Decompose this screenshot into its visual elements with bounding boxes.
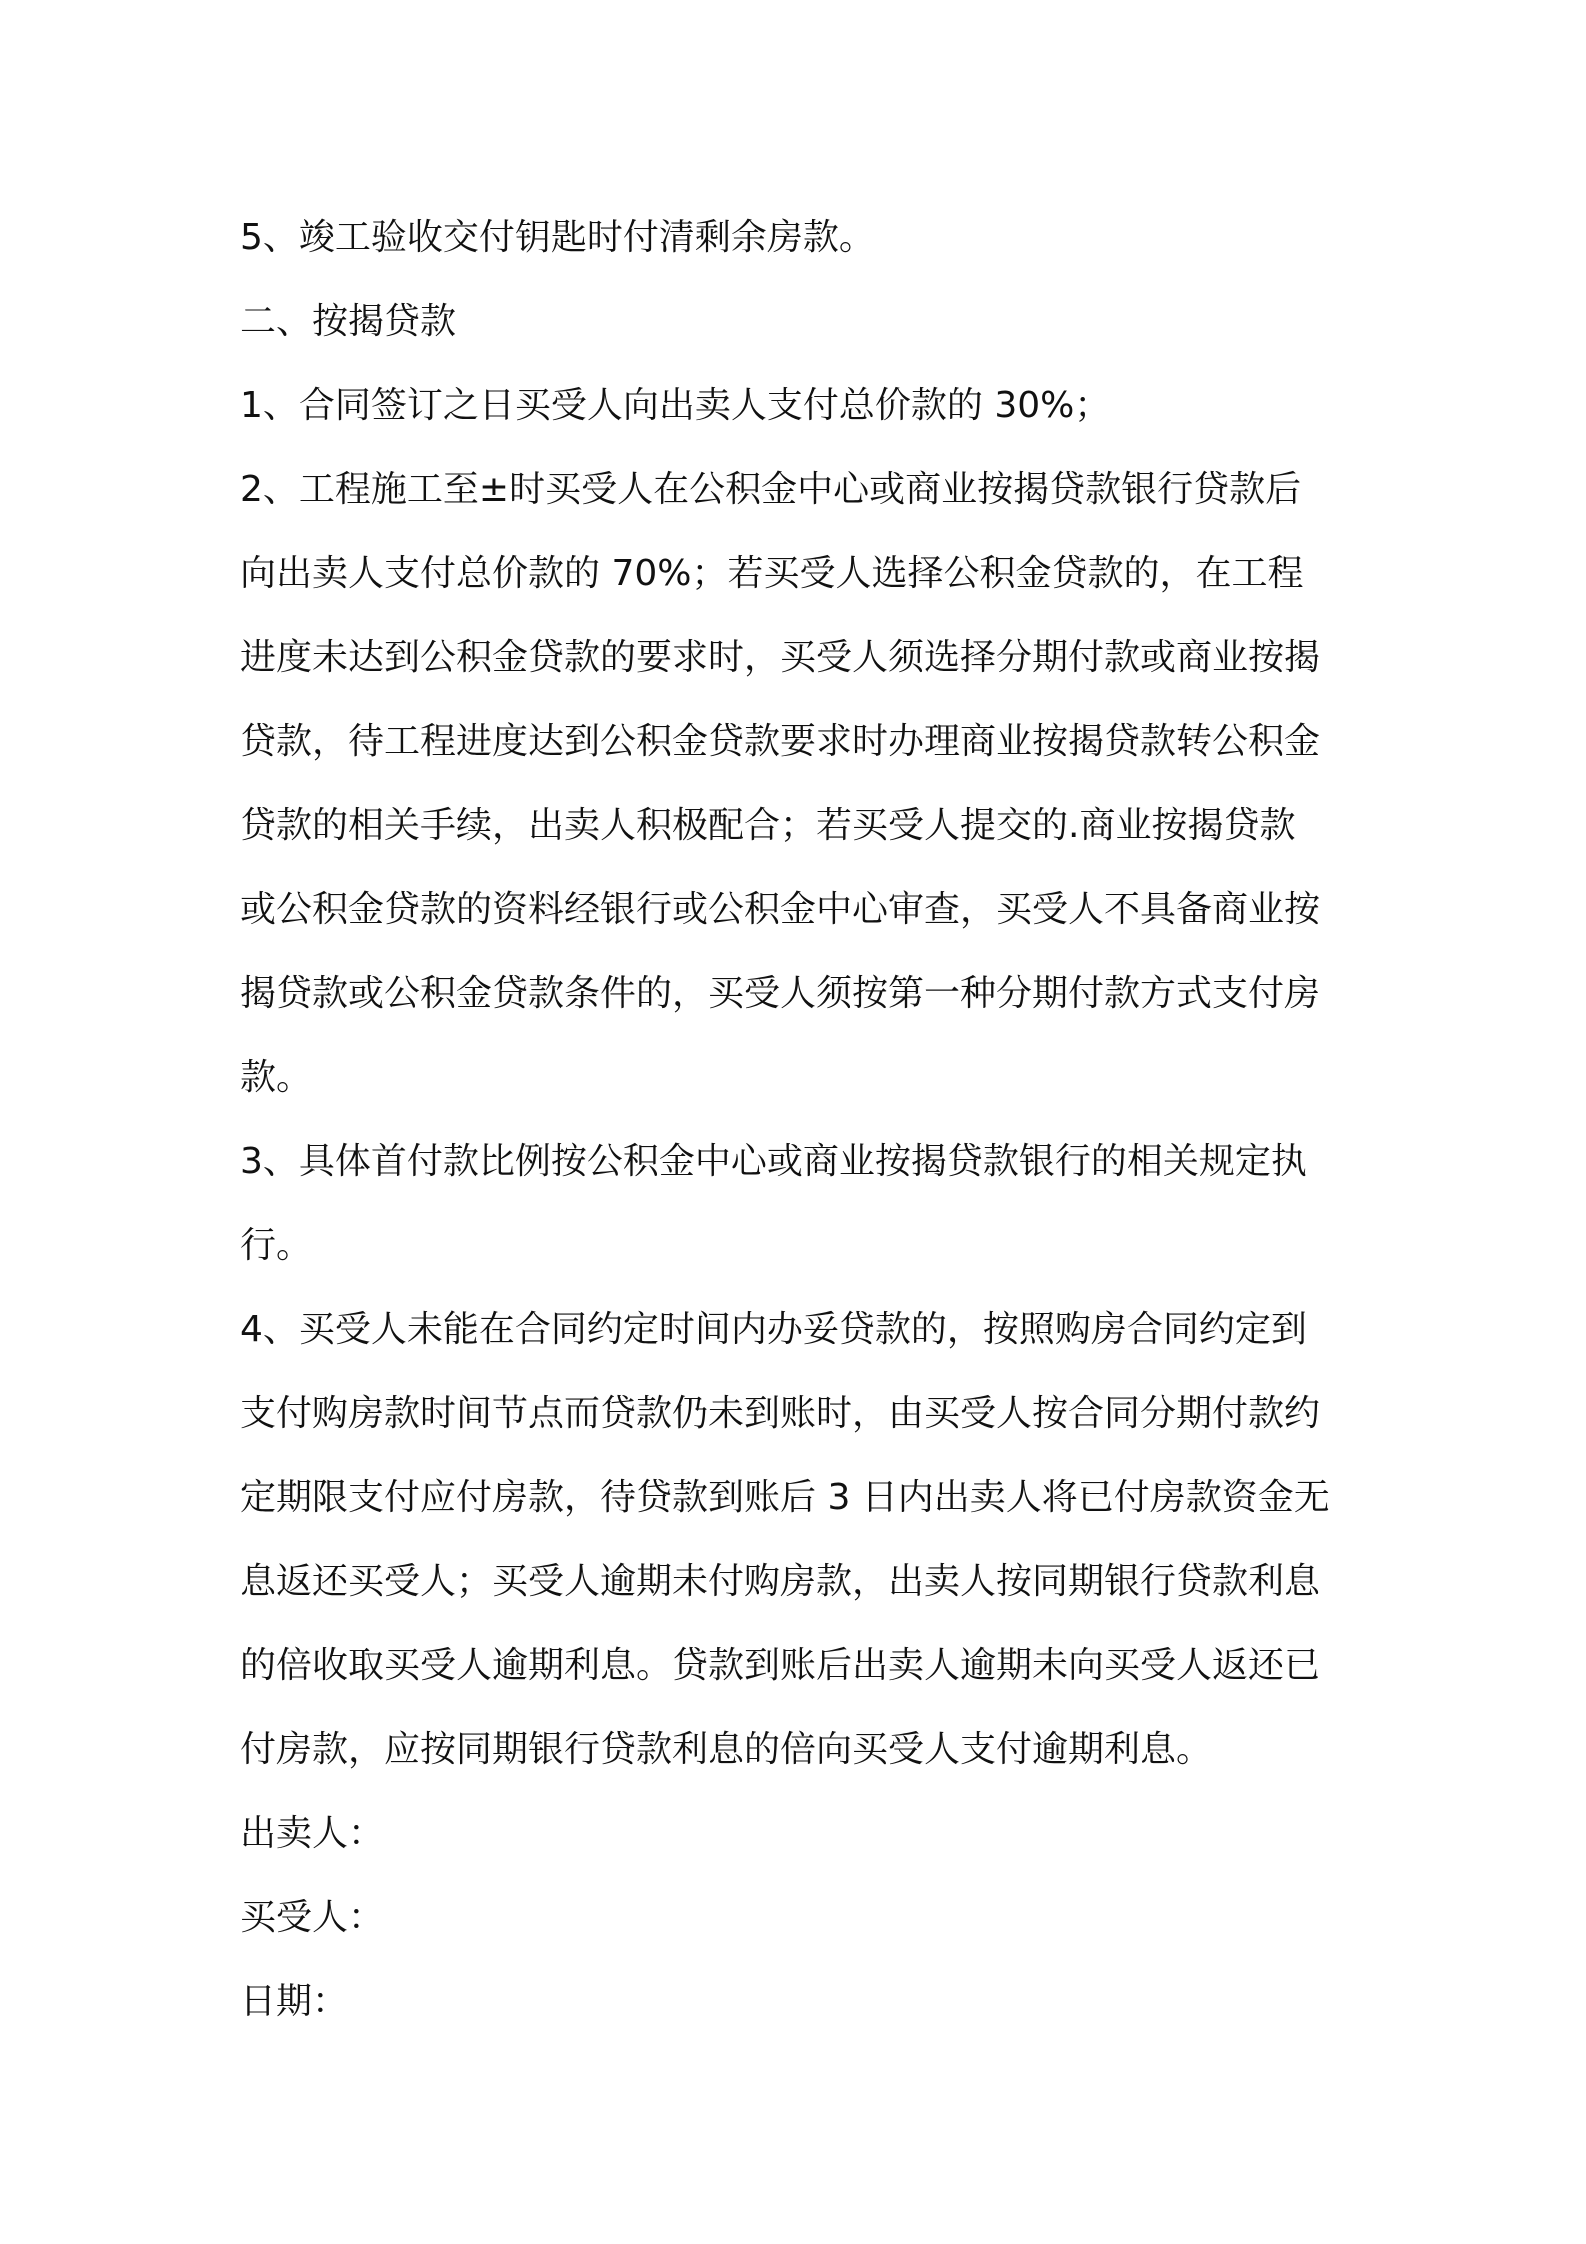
clause-5-handover-payment: 5、竣工验收交付钥匙时付清剩余房款。 — [240, 217, 875, 258]
document-page — [240, 196, 1360, 2044]
clause-2-line-2: 向出卖人支付总价款的 70%；若买受人选择公积金贷款的，在工程 — [240, 553, 1304, 594]
clause-4-line-2: 支付购房款时间节点而贷款仍未到账时，由买受人按合同分期付款约 — [240, 1393, 1321, 1434]
buyer-signature-label: 买受人： — [240, 1897, 385, 1938]
clause-4-line-4: 息返还买受人；买受人逾期未付购房款，出卖人按同期银行贷款利息 — [240, 1561, 1321, 1602]
seller-signature-label: 出卖人： — [240, 1813, 385, 1854]
clause-2-line-6: 或公积金贷款的资料经银行或公积金中心审查，买受人不具备商业按 — [240, 889, 1321, 930]
section-heading-mortgage: 二、按揭贷款 — [240, 301, 457, 342]
clause-3-line-2: 行。 — [240, 1225, 313, 1266]
clause-2-line-5: 贷款的相关手续，出卖人积极配合；若买受人提交的.商业按揭贷款 — [240, 805, 1296, 846]
clause-1-down-payment: 1、合同签订之日买受人向出卖人支付总价款的 30%； — [240, 385, 1111, 426]
clause-4-line-5: 的倍收取买受人逾期利息。贷款到账后出卖人逾期未向买受人返还已 — [240, 1645, 1321, 1686]
clause-2-line-4: 贷款，待工程进度达到公积金贷款要求时办理商业按揭贷款转公积金 — [240, 721, 1321, 762]
clause-2-line-7: 揭贷款或公积金贷款条件的，买受人须按第一种分期付款方式支付房 — [240, 973, 1321, 1014]
clause-4-line-6: 付房款，应按同期银行贷款利息的倍向买受人支付逾期利息。 — [240, 1729, 1213, 1770]
date-label: 日期： — [240, 1981, 349, 2022]
clause-4-line-3: 定期限支付应付房款，待贷款到账后 3 日内出卖人将已付房款资金无 — [240, 1477, 1330, 1518]
clause-4-line-1: 4、买受人未能在合同约定时间内办妥贷款的，按照购房合同约定到 — [240, 1309, 1307, 1350]
clause-2-line-3: 进度未达到公积金贷款的要求时，买受人须选择分期付款或商业按揭 — [240, 637, 1321, 678]
clause-2-line-1: 2、工程施工至±时买受人在公积金中心或商业按揭贷款银行贷款后 — [240, 469, 1302, 510]
clause-3-line-1: 3、具体首付款比例按公积金中心或商业按揭贷款银行的相关规定执 — [240, 1141, 1307, 1182]
clause-2-line-8: 款。 — [240, 1057, 313, 1098]
